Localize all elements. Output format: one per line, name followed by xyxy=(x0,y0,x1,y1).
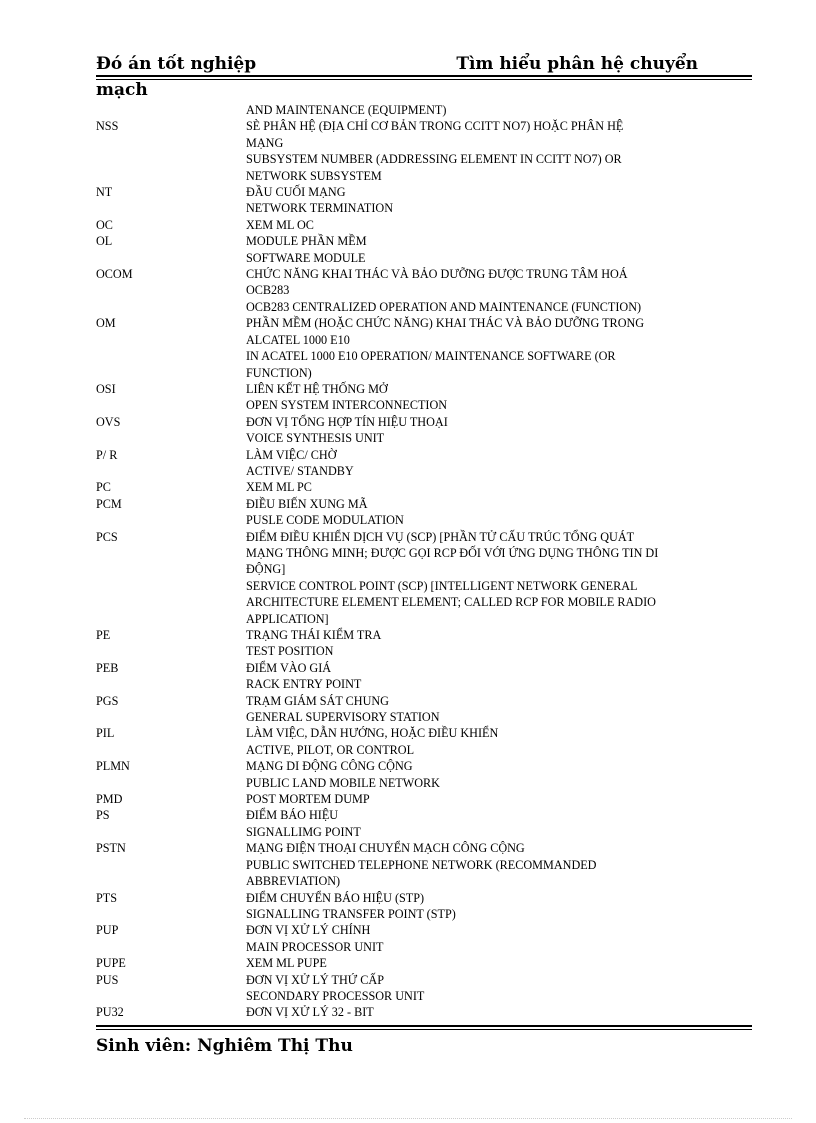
header-topic-continuation: mạch xyxy=(96,80,148,100)
abbreviation-term: PGS xyxy=(96,693,119,708)
abbreviation-definition xyxy=(246,791,700,807)
definition-line: PHẦN MỀM (HOẶC CHỨC NĂNG) KHAI THÁC VÀ BẢO DƯỠNG TRONG xyxy=(246,316,645,331)
header-thesis-title: Đó án tốt nghiệp xyxy=(96,54,257,74)
abbreviation-term: PS xyxy=(96,808,110,823)
abbreviation-definition xyxy=(246,266,700,315)
abbreviation-entry xyxy=(96,972,700,1005)
definition-line: ABBREVIATION) xyxy=(246,874,341,889)
abbreviation-definition xyxy=(246,627,700,660)
definition-line: ĐIỂM CHUYỂN BÁO HIỆU (STP) xyxy=(246,890,425,905)
abbreviation-definition xyxy=(246,807,700,840)
definition-line: OCB283 xyxy=(246,283,290,298)
abbreviation-definition xyxy=(246,217,700,233)
definition-line: ĐIỂM ĐIỀU KHIỂN DỊCH VỤ (SCP) [PHẦN TỬ CẤU TRÚC TỔNG QUÁT xyxy=(246,529,635,544)
definition-line: MAIN PROCESSOR UNIT xyxy=(246,939,384,954)
abbreviation-definition xyxy=(246,758,700,791)
definition-line: SECONDARY PROCESSOR UNIT xyxy=(246,988,425,1003)
definition-line: ĐỘNG] xyxy=(246,562,286,577)
abbreviation-term: PUP xyxy=(96,923,119,938)
abbreviation-entry xyxy=(96,266,700,315)
definition-line: PUSLE CODE MODULATION xyxy=(246,513,404,528)
definition-line: CHỨC NĂNG KHAI THÁC VÀ BẢO DƯỠNG ĐƯỢC TRUNG TÂM HOÁ xyxy=(246,267,628,282)
footer-rule xyxy=(96,1025,752,1030)
abbreviation-entry xyxy=(96,479,700,495)
abbreviation-term: PEB xyxy=(96,660,119,675)
definition-line: ĐIỂM VÀO GIÁ xyxy=(246,660,332,675)
definition-line: ACTIVE/ STANDBY xyxy=(246,463,354,478)
abbreviation-definition xyxy=(246,381,700,414)
abbreviation-list xyxy=(96,102,700,1021)
definition-line: SIGNALLIMG POINT xyxy=(246,824,361,839)
definition-line: LÀM VIỆC, DẪN HƯỚNG, HOẶC ĐIỀU KHIỂN xyxy=(246,726,499,741)
abbreviation-entry xyxy=(96,758,700,791)
abbreviation-definition xyxy=(246,1004,700,1020)
abbreviation-definition xyxy=(246,890,700,923)
abbreviation-definition xyxy=(246,725,700,758)
definition-line: POST MORTEM DUMP xyxy=(246,792,370,807)
abbreviation-entry xyxy=(96,791,700,807)
definition-line: LÀM VIỆC/ CHỜ xyxy=(246,447,337,462)
definition-line: PUBLIC LAND MOBILE NETWORK xyxy=(246,775,440,790)
definition-line: SERVICE CONTROL POINT (SCP) [INTELLIGENT NETWORK GENERAL xyxy=(246,578,638,593)
definition-line: MẠNG THÔNG MINH; ĐƯỢC GỌI RCP ĐỐI VỚI ỨNG DỤNG THÔNG TIN DI xyxy=(246,545,659,560)
abbreviation-definition xyxy=(246,922,700,955)
abbreviation-entry xyxy=(96,102,700,118)
abbreviation-entry xyxy=(96,381,700,414)
abbreviation-definition xyxy=(246,233,700,266)
abbreviation-entry xyxy=(96,233,700,266)
abbreviation-definition xyxy=(246,955,700,971)
abbreviation-entry xyxy=(96,496,700,529)
abbreviation-entry xyxy=(96,217,700,233)
abbreviation-term: OCOM xyxy=(96,267,133,282)
abbreviation-term: PU32 xyxy=(96,1005,124,1020)
abbreviation-entry xyxy=(96,447,700,480)
definition-line: SOFTWARE MODULE xyxy=(246,250,366,265)
definition-line: PUBLIC SWITCHED TELEPHONE NETWORK (RECOMMANDED xyxy=(246,857,597,872)
definition-line: MẠNG xyxy=(246,135,284,150)
definition-line: ĐƠN VỊ TỔNG HỢP TÍN HIỆU THOẠI xyxy=(246,414,448,429)
abbreviation-entry xyxy=(96,315,700,381)
abbreviation-entry xyxy=(96,693,700,726)
abbreviation-term: NT xyxy=(96,185,113,200)
abbreviation-definition xyxy=(246,118,700,184)
abbreviation-term: OSI xyxy=(96,381,116,396)
definition-line: ĐƠN VỊ XỬ LÝ CHÍNH xyxy=(246,923,371,938)
abbreviation-definition xyxy=(246,693,700,726)
abbreviation-term: PC xyxy=(96,480,111,495)
abbreviation-entry xyxy=(96,890,700,923)
abbreviation-term: P/ R xyxy=(96,447,118,462)
definition-line: ĐẦU CUỐI MẠNG xyxy=(246,185,346,200)
definition-line: ĐƠN VỊ XỬ LÝ THỨ CẤP xyxy=(246,972,384,987)
definition-line: XEM ML OC xyxy=(246,217,314,232)
abbreviation-term: PCS xyxy=(96,529,118,544)
definition-line: MODULE PHẦN MỀM xyxy=(246,234,367,249)
definition-line: TRẠNG THÁI KIỂM TRA xyxy=(246,628,382,642)
abbreviation-term: OM xyxy=(96,316,116,331)
abbreviation-definition xyxy=(246,840,700,889)
abbreviation-definition xyxy=(246,414,700,447)
abbreviation-term: PMD xyxy=(96,792,123,807)
abbreviation-definition xyxy=(246,529,700,627)
header-topic-title: Tìm hiểu phân hệ chuyển xyxy=(456,54,698,74)
definition-line: NETWORK TERMINATION xyxy=(246,201,394,216)
header-rule xyxy=(96,75,752,80)
definition-line: TRẠM GIÁM SÁT CHUNG xyxy=(246,693,389,708)
abbreviation-entry xyxy=(96,184,700,217)
abbreviation-definition xyxy=(246,184,700,217)
abbreviation-entry xyxy=(96,1004,700,1020)
definition-line: APPLICATION] xyxy=(246,611,329,626)
definition-line: FUNCTION) xyxy=(246,365,312,380)
abbreviation-term: PE xyxy=(96,628,111,642)
definition-line: MẠNG ĐIỆN THOẠI CHUYỂN MẠCH CÔNG CỘNG xyxy=(246,841,525,856)
abbreviation-entry xyxy=(96,660,700,693)
abbreviation-term: PCM xyxy=(96,496,122,511)
abbreviation-term: OL xyxy=(96,234,113,249)
abbreviation-definition xyxy=(246,496,700,529)
definition-line: ACTIVE, PILOT, OR CONTROL xyxy=(246,742,415,757)
abbreviation-term: PLMN xyxy=(96,759,130,774)
abbreviation-term: PIL xyxy=(96,726,115,741)
definition-line: ALCATEL 1000 E10 xyxy=(246,332,350,347)
abbreviation-definition xyxy=(246,972,700,1005)
abbreviation-term: PUPE xyxy=(96,956,126,971)
abbreviation-definition xyxy=(246,447,700,480)
definition-line: SIGNALLING TRANSFER POINT (STP) xyxy=(246,906,456,921)
definition-line: SÈ PHÂN HỆ (ĐỊA CHỈ CƠ BẢN TRONG CCITT NO7) HOẶC PHÂN HỆ xyxy=(246,119,624,134)
definition-line: XEM ML PUPE xyxy=(246,956,327,971)
abbreviation-entry xyxy=(96,955,700,971)
definition-line: IN ACATEL 1000 E10 OPERATION/ MAINTENANCE SOFTWARE (OR xyxy=(246,349,616,364)
abbreviation-entry xyxy=(96,807,700,840)
abbreviation-term: OC xyxy=(96,217,113,232)
definition-line: AND MAINTENANCE (EQUIPMENT) xyxy=(246,103,447,117)
abbreviation-definition xyxy=(246,479,700,495)
definition-line: ARCHITECTURE ELEMENT ELEMENT; CALLED RCP FOR MOBILE RADIO xyxy=(246,595,656,610)
definition-line: TEST POSITION xyxy=(246,644,334,659)
definition-line: RACK ENTRY POINT xyxy=(246,677,362,692)
abbreviation-term xyxy=(96,102,246,118)
abbreviation-entry xyxy=(96,725,700,758)
definition-line: LIÊN KẾT HỆ THỐNG MỞ xyxy=(246,381,388,396)
definition-line: ĐIỂM BÁO HIỆU xyxy=(246,808,339,823)
abbreviation-definition xyxy=(246,660,700,693)
page-edge-divider xyxy=(24,1118,792,1119)
definition-line: ĐIỀU BIẾN XUNG MÃ xyxy=(246,496,368,511)
abbreviation-term: NSS xyxy=(96,119,119,134)
abbreviation-entry xyxy=(96,840,700,889)
definition-line: ĐƠN VỊ XỬ LÝ 32 - BIT xyxy=(246,1005,374,1020)
abbreviation-term: PUS xyxy=(96,972,119,987)
abbreviation-term: PSTN xyxy=(96,841,126,856)
abbreviation-term: OVS xyxy=(96,414,121,429)
abbreviation-term: PTS xyxy=(96,890,118,905)
abbreviation-entry xyxy=(96,529,700,627)
abbreviation-definition xyxy=(246,102,700,118)
abbreviation-entry xyxy=(96,118,700,184)
footer-student-name: Sinh viên: Nghiêm Thị Thu xyxy=(96,1036,353,1056)
definition-line: XEM ML PC xyxy=(246,480,312,495)
definition-line: NETWORK SUBSYSTEM xyxy=(246,168,382,183)
definition-line: GENERAL SUPERVISORY STATION xyxy=(246,710,440,725)
definition-line: OCB283 CENTRALIZED OPERATION AND MAINTENANCE (FUNCTION) xyxy=(246,299,642,314)
abbreviation-entry xyxy=(96,627,700,660)
abbreviation-entry xyxy=(96,922,700,955)
definition-line: OPEN SYSTEM INTERCONNECTION xyxy=(246,398,448,413)
definition-line: SUBSYSTEM NUMBER (ADDRESSING ELEMENT IN CCITT NO7) OR xyxy=(246,152,622,167)
definition-line: MẠNG DI ĐỘNG CÔNG CỘNG xyxy=(246,759,413,774)
abbreviation-entry xyxy=(96,414,700,447)
definition-line: VOICE SYNTHESIS UNIT xyxy=(246,431,385,446)
abbreviation-definition xyxy=(246,315,700,381)
